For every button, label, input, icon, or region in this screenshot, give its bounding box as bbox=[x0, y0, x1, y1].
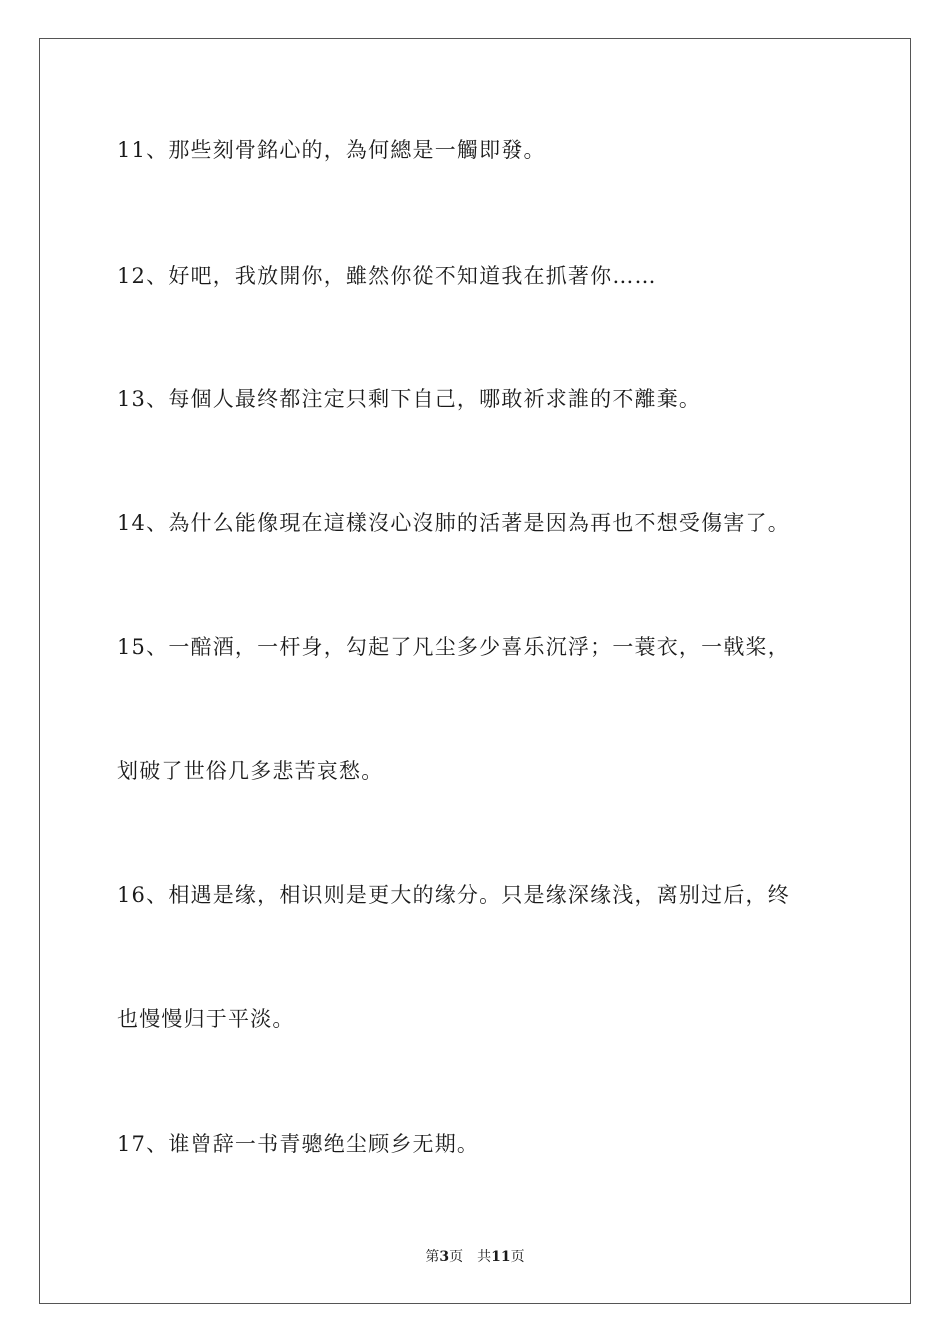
text-line: 16、相遇是缘，相识则是更大的缘分。只是缘深缘浅，离别过后，终 bbox=[117, 883, 790, 907]
total-suffix: 页 bbox=[510, 1249, 525, 1265]
text-line: 划破了世俗几多悲苦哀愁。 bbox=[117, 759, 384, 783]
text-line: 11、那些刻骨銘心的，為何總是一觸即發。 bbox=[117, 138, 546, 162]
text-line: 也慢慢归于平淡。 bbox=[117, 1007, 295, 1031]
text-line: 17、谁曾辞一书青骢绝尘顾乡无期。 bbox=[117, 1132, 480, 1156]
page-prefix: 第 bbox=[425, 1249, 440, 1265]
page-footer bbox=[0, 1248, 950, 1266]
page-border bbox=[39, 38, 911, 1304]
page-number: 3 bbox=[439, 1249, 450, 1265]
text-line: 12、好吧，我放開你，雖然你從不知道我在抓著你…… bbox=[117, 264, 657, 288]
total-pages: 11 bbox=[491, 1249, 511, 1265]
page-suffix: 页 bbox=[449, 1249, 464, 1265]
text-line: 13、每個人最终都注定只剩下自己，哪敢祈求誰的不離棄。 bbox=[117, 387, 702, 411]
total-prefix: 共 bbox=[477, 1249, 492, 1265]
text-line: 14、為什么能像現在這樣沒心沒肺的活著是因為再也不想受傷害了。 bbox=[117, 511, 790, 535]
text-line: 15、一醅酒，一杆身，勾起了凡尘多少喜乐沉浮；一蓑衣，一戟桨， bbox=[117, 635, 790, 659]
